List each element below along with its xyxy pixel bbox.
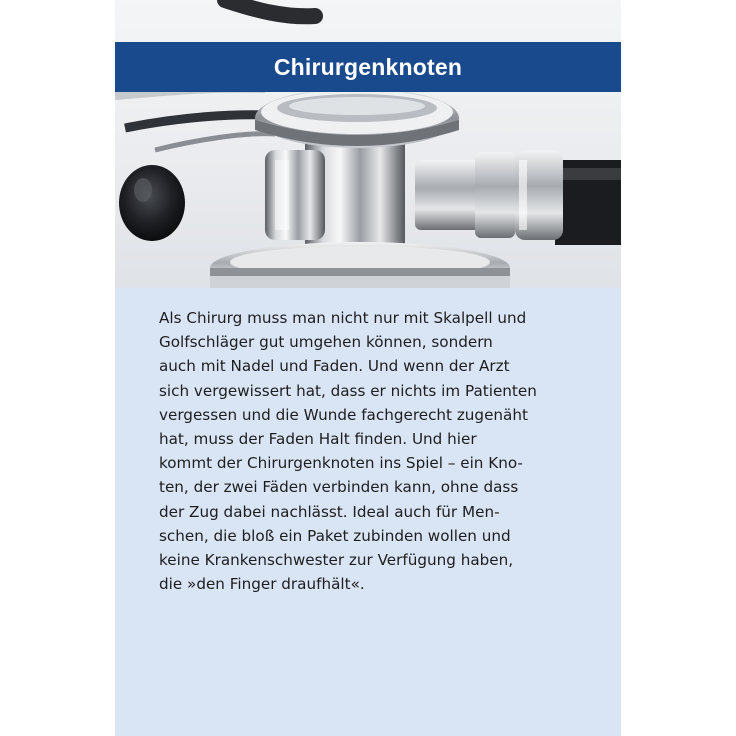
body-line: keine Krankenschwester zur Verfügung haben, bbox=[159, 551, 514, 570]
text-panel bbox=[115, 288, 621, 736]
body-line: Golfschläger gut umgehen können, sondern bbox=[159, 333, 493, 352]
body-line: die »den Finger draufhält«. bbox=[159, 575, 365, 594]
body-line: der Zug dabei nachlässt. Ideal auch für Men- bbox=[159, 502, 500, 521]
body-text bbox=[159, 306, 589, 596]
card bbox=[115, 0, 621, 736]
body-line: ten, der zwei Fäden verbinden kann, ohne dass bbox=[159, 478, 519, 497]
body-line: sich vergewissert hat, dass er nichts im Patienten bbox=[159, 381, 537, 400]
body-line: Als Chirurg muss man nicht nur mit Skalpell und bbox=[159, 309, 527, 327]
body-line: schen, die bloß ein Paket zubinden wollen und bbox=[159, 526, 511, 545]
body-line: vergessen und die Wunde fachgerecht zugenäht bbox=[159, 405, 528, 424]
body-line: hat, muss der Faden Halt finden. Und hier bbox=[159, 430, 477, 449]
title-bar bbox=[115, 42, 621, 92]
card-title: Chirurgenknoten bbox=[273, 53, 463, 80]
body-line: auch mit Nadel und Faden. Und wenn der Arzt bbox=[159, 357, 510, 376]
body-line: kommt der Chirurgenknoten ins Spiel – ein Kno- bbox=[159, 454, 523, 473]
